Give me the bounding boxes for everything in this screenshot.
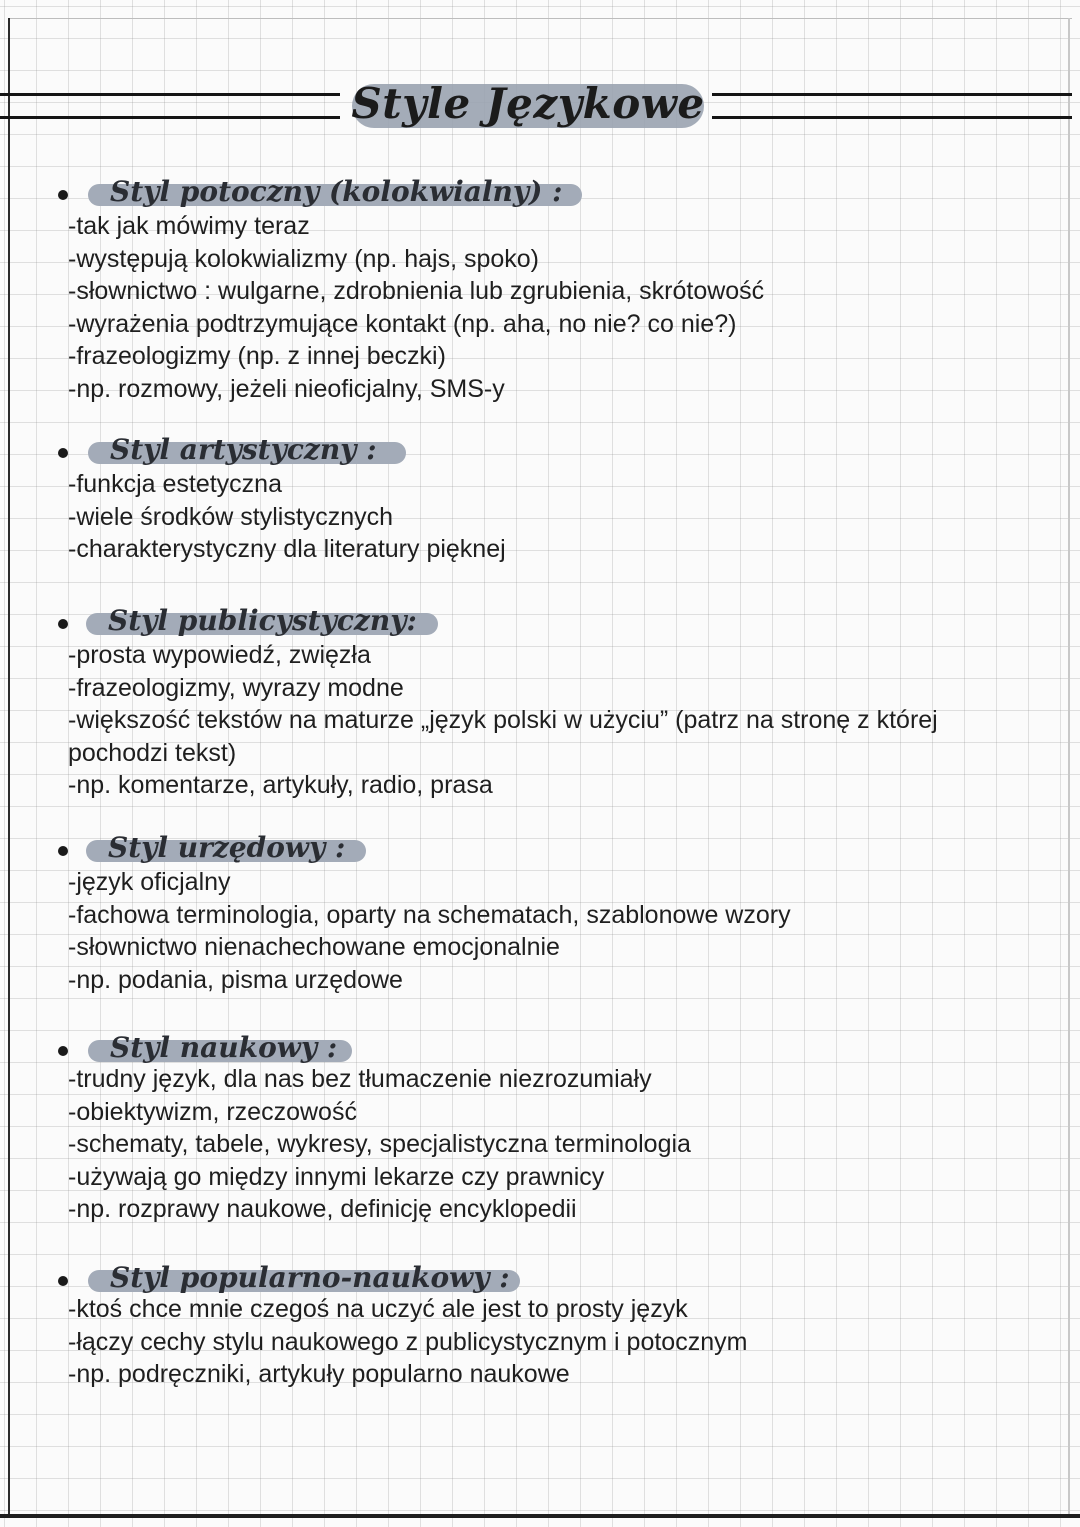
section-heading [86, 832, 345, 864]
section-heading-text: Styl artystyczny : [110, 433, 377, 466]
bullet-icon [58, 846, 68, 856]
section-heading-text: Styl publicystyczny: [108, 604, 417, 637]
section-lines [68, 210, 764, 405]
list-item: -trudny język, dla nas bez tłumaczenie niezrozumiały [68, 1065, 652, 1093]
section-heading [86, 605, 417, 637]
list-item: -wyrażenia podtrzymujące kontakt (np. aha, no nie? co nie?) [68, 309, 737, 338]
list-item: -słownictwo nienachechowane emocjonalnie [68, 933, 560, 961]
list-item: -tak jak mówimy teraz [68, 212, 310, 240]
bullet-icon [58, 448, 68, 458]
list-item: -funkcja estetyczna [68, 470, 282, 498]
list-item: -np. rozmowy, jeżeli nieoficjalny, SMS-y [68, 374, 505, 403]
list-item: -występują kolokwializmy (np. hajs, spoko) [68, 244, 540, 273]
section-lines [68, 1293, 747, 1391]
section-heading-text: Styl urzędowy : [108, 831, 346, 864]
title-rule-right-bottom [712, 116, 1072, 119]
list-item: -wiele środków stylistycznych [68, 502, 394, 531]
list-item: -łączy cechy stylu naukowego z publicystycznym i potocznym [68, 1327, 748, 1356]
section-lines [68, 639, 1038, 802]
bullet-icon [58, 619, 68, 629]
section-lines [68, 1063, 691, 1226]
list-item: -frazeologizmy, wyrazy modne [68, 673, 404, 702]
section-heading [88, 434, 377, 466]
title-rule-right-top [712, 93, 1072, 96]
list-item: -słownictwo : wulgarne, zdrobnienia lub zgrubienia, skrótowość [68, 277, 765, 305]
title-rule-left-bottom [0, 116, 340, 119]
list-item: -fachowa terminologia, oparty na schematach, szablonowe wzory [68, 900, 791, 929]
list-item: -np. komentarze, artykuły, radio, prasa [68, 771, 493, 799]
list-item: -język oficjalny [68, 868, 231, 896]
page-title [344, 70, 712, 136]
list-item: -większość tekstów na maturze „język polski w użyciu” (patrz na stronę z której pochodzi tekst) [68, 706, 938, 767]
list-item: -obiektywizm, rzeczowość [68, 1097, 357, 1126]
bullet-icon [58, 1276, 68, 1286]
section-heading-text: Styl naukowy : [110, 1031, 338, 1064]
list-item: -schematy, tabele, wykresy, specjalistyczna terminologia [68, 1130, 691, 1158]
list-item: -używają go między innymi lekarze czy prawnicy [68, 1162, 605, 1191]
list-item: -ktoś chce mnie czegoś na uczyć ale jest to prosty język [68, 1295, 688, 1323]
list-item: -np. rozprawy naukowe, definicję encyklopedii [68, 1195, 577, 1223]
list-item: -prosta wypowiedź, zwięzła [68, 641, 371, 669]
list-item: -np. podręczniki, artykuły popularno naukowe [68, 1360, 570, 1388]
list-item: -charakterystyczny dla literatury pięknej [68, 535, 506, 563]
page-border-top [8, 18, 1072, 19]
section-heading [88, 176, 563, 208]
section-heading [88, 1032, 337, 1064]
bullet-icon [58, 190, 68, 200]
section-heading-text: Styl potoczny (kolokwialny) : [110, 175, 563, 208]
section-heading [88, 1262, 510, 1294]
page-border-right [1068, 18, 1070, 1518]
bullet-icon [58, 1046, 68, 1056]
list-item: -frazeologizmy (np. z innej beczki) [68, 342, 446, 370]
section-lines [68, 866, 791, 996]
section-lines [68, 468, 506, 566]
list-item: -np. podania, pisma urzędowe [68, 965, 403, 994]
page-border-left [8, 18, 10, 1518]
title-rule-left-top [0, 93, 340, 96]
page-border-bottom [0, 1514, 1080, 1518]
page-title-text: Style Językowe [351, 78, 705, 128]
section-heading-text: Styl popularno-naukowy : [110, 1261, 510, 1294]
